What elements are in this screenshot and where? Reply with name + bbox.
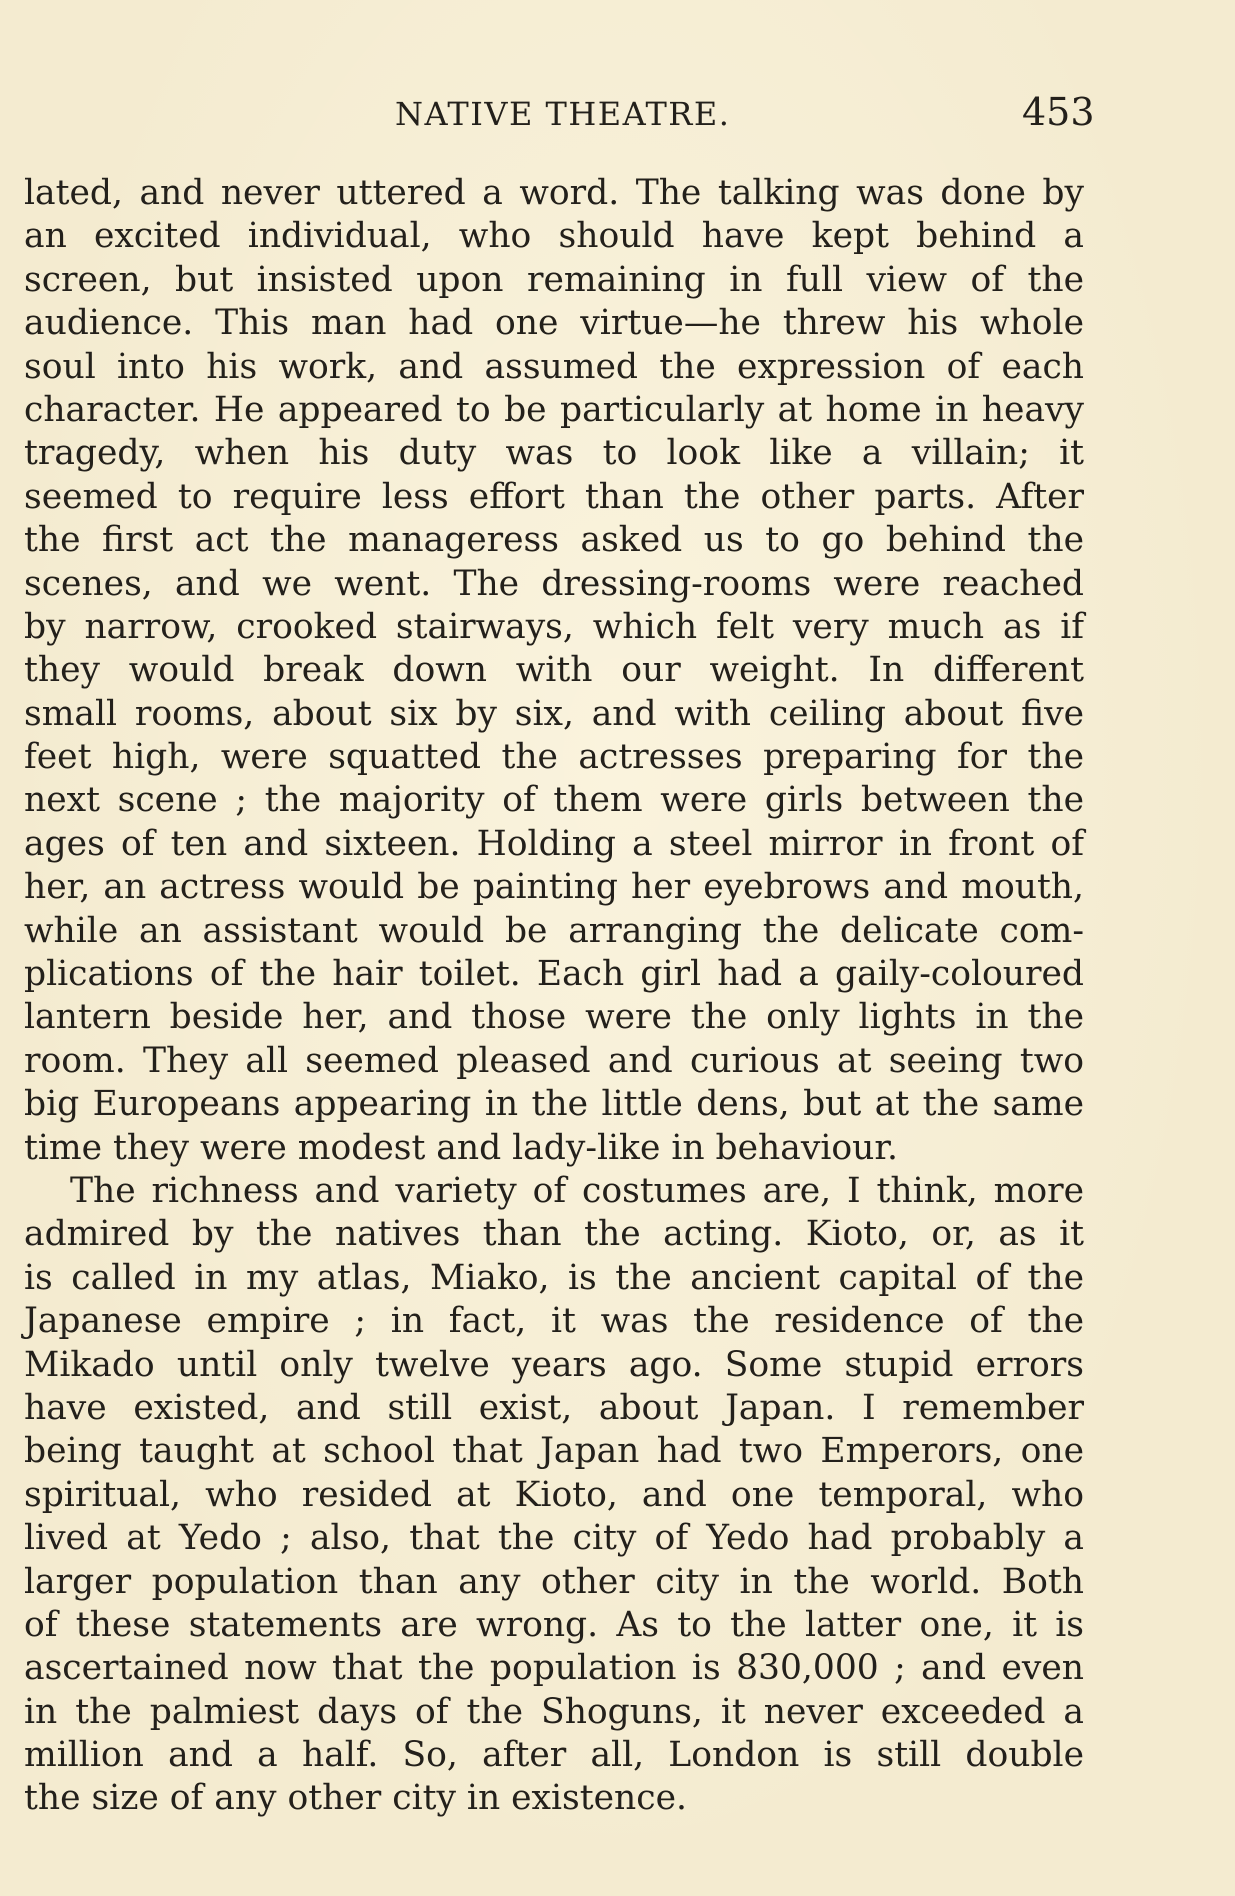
text-line: screen, but insisted upon remaining in full view of the <box>24 259 1084 300</box>
text-line: character. He appeared to be particularly at home in heavy <box>24 389 1084 430</box>
text-line: seemed to require less effort than the other parts. After <box>24 476 1084 517</box>
text-line: being taught at school that Japan had two Emperors, one <box>24 1431 1084 1472</box>
text-line: ascertained now that the population is 830,000 ; and even <box>24 1648 1084 1689</box>
text-line: plications of the hair toilet. Each girl had a gaily-coloured <box>24 954 1084 995</box>
text-line: lantern beside her, and those were the only lights in the <box>24 997 1084 1038</box>
text-line: admired by the natives than the acting. Kioto, or, as it <box>24 1214 1084 1255</box>
text-line: ages of ten and sixteen. Holding a steel mirror in front of <box>24 823 1084 864</box>
text-line: Japanese empire ; in fact, it was the residence of the <box>24 1301 1084 1342</box>
text-line: have existed, and still exist, about Japan. I remember <box>24 1387 1084 1428</box>
text-line: her, an actress would be painting her eyebrows and mouth, <box>24 867 1084 908</box>
text-line: spiritual, who resided at Kioto, and one temporal, who <box>24 1474 1084 1515</box>
text-line: larger population than any other city in the world. Both <box>24 1561 1084 1602</box>
text-line: scenes, and we went. The dressing-rooms were reached <box>24 563 1084 604</box>
text-line: lived at Yedo ; also, that the city of Yedo had probably a <box>24 1518 1084 1559</box>
body-text <box>24 172 1084 1821</box>
text-line: million and a half. So, after all, London is still double <box>24 1735 1084 1776</box>
text-line: is called in my atlas, Miako, is the ancient capital of the <box>24 1257 1084 1298</box>
text-line: tragedy, when his duty was to look like a villain; it <box>24 433 1084 474</box>
text-line: small rooms, about six by six, and with ceiling about five <box>24 693 1084 734</box>
paragraph-end-line: the size of any other city in existence. <box>24 1778 687 1819</box>
paragraph-end-line: time they were modest and lady-like in behaviour. <box>24 1127 899 1168</box>
text-line: by narrow, crooked stairways, which felt very much as if <box>24 606 1084 647</box>
running-head <box>0 88 1235 138</box>
text-line: an excited individual, who should have kept behind a <box>24 216 1084 257</box>
text-line: lated, and never uttered a word. The talking was done by <box>24 173 1084 213</box>
text-line: next scene ; the majority of them were girls between the <box>24 780 1084 821</box>
text-line: while an assistant would be arranging the delicate com- <box>24 910 1084 951</box>
text-line: feet high, were squatted the actresses preparing for the <box>24 737 1084 778</box>
text-line: Mikado until only twelve years ago. Some stupid errors <box>24 1344 1084 1385</box>
text-line: the first act the manageress asked us to go behind the <box>24 520 1084 561</box>
text-line: audience. This man had one virtue—he threw his whole <box>24 303 1084 344</box>
text-line: they would break down with our weight. In different <box>24 650 1084 691</box>
running-title: NATIVE THEATRE. <box>395 95 731 133</box>
text-line: in the palmiest days of the Shoguns, it never exceeded a <box>24 1691 1084 1732</box>
page-number: 453 <box>1022 90 1095 134</box>
text-line: of these statements are wrong. As to the latter one, it is <box>24 1604 1084 1645</box>
paragraph-start-line: The richness and variety of costumes are, I think, more <box>70 1170 1084 1211</box>
text-line: soul into his work, and assumed the expression of each <box>24 346 1084 387</box>
text-line: big Europeans appearing in the little dens, but at the same <box>24 1084 1084 1125</box>
text-line: room. They all seemed pleased and curious at seeing two <box>24 1040 1084 1081</box>
